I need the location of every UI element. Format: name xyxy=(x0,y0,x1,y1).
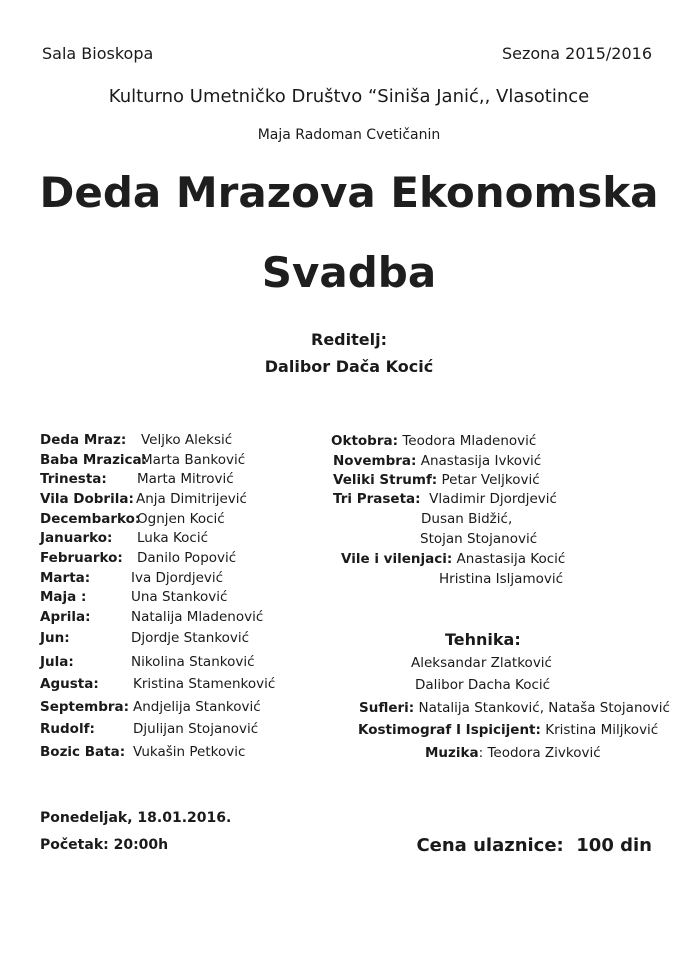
director-label: Reditelj: xyxy=(311,330,387,349)
season-label: Sezona 2015/2016 xyxy=(501,44,652,63)
cast-entry-novembra xyxy=(333,453,541,469)
tech-role: Sufleri: xyxy=(359,700,415,716)
cast-actor: Danilo Popović xyxy=(137,550,237,566)
cast-role: Jun: xyxy=(40,630,70,646)
author-name: Maja Radoman Cvetičanin xyxy=(257,127,441,143)
cast-actor: Iva Djordjević xyxy=(131,570,224,586)
cast-actor: Marta Banković xyxy=(141,452,246,468)
cast-role: Maja : xyxy=(40,589,87,605)
cast-role: Septembra: xyxy=(40,699,130,715)
ticket-price: Cena ulaznice: 100 din xyxy=(416,835,652,856)
cast-actor: Teodora Mladenović xyxy=(402,433,537,449)
cast-actor: Anastasija Kocić xyxy=(456,551,566,567)
cast-role: Deda Mraz: xyxy=(40,432,127,448)
cast-actor: Luka Kocić xyxy=(137,530,209,546)
cast-role: Februarko: xyxy=(40,550,123,566)
cast-actor: Stojan Stojanović xyxy=(420,531,538,547)
cast-role: Marta: xyxy=(40,570,91,586)
society-name: Kulturno Umetničko Društvo “Siniša Janić,, Vlasotince xyxy=(108,86,590,107)
cast-role: Trinesta: xyxy=(40,471,107,487)
tech-role: Muzika xyxy=(425,745,479,761)
cast-entry-oktobra xyxy=(331,433,536,449)
cast-role: Rudolf: xyxy=(40,721,95,737)
tech-kostim xyxy=(358,722,658,738)
cast-actor: Petar Veljković xyxy=(441,472,540,488)
start-time: Početak: 20:00h xyxy=(40,837,169,853)
play-title-line1: Deda Mrazova Ekonomska xyxy=(39,168,659,217)
tech-member: Aleksandar Zlatković xyxy=(411,655,552,671)
tech-member: Dalibor Dacha Kocić xyxy=(415,677,551,693)
cast-actor: Vladimir Djordjević xyxy=(429,491,557,507)
tech-muzika xyxy=(425,745,601,761)
cast-actor: Una Stanković xyxy=(131,589,228,605)
cast-role: Baba Mrazica: xyxy=(40,452,148,468)
cast-role: Novembra: xyxy=(333,453,417,469)
performance-date: Ponedeljak, 18.01.2016. xyxy=(40,810,232,826)
cast-role: Tri Praseta: xyxy=(333,491,421,507)
cast-actor: Djulijan Stojanović xyxy=(133,721,259,737)
cast-role: Januarko: xyxy=(40,530,113,546)
tech-member: Natalija Stanković, Nataša Stojanović xyxy=(418,700,670,716)
tech-sufleri xyxy=(359,700,670,716)
cast-actor: Natalija Mladenović xyxy=(131,609,264,625)
cast-actor: Nikolina Stanković xyxy=(131,654,255,670)
cast-actor: Djordje Stanković xyxy=(131,630,250,646)
cast-role: Agusta: xyxy=(40,676,99,692)
tech-member: : Teodora Zivković xyxy=(478,745,601,761)
tech-heading: Tehnika: xyxy=(445,630,521,649)
tech-member: Kristina Miljković xyxy=(545,722,659,738)
cast-entry-strumf xyxy=(333,472,540,488)
cast-actor: Dusan Bidžić, xyxy=(421,511,513,527)
venue-label: Sala Bioskopa xyxy=(42,44,154,63)
cast-actor: Marta Mitrović xyxy=(137,471,234,487)
cast-role: Decembarko: xyxy=(40,511,141,527)
cast-actor: Andjelija Stanković xyxy=(133,699,261,715)
cast-actor: Hristina Isljamović xyxy=(439,571,564,587)
cast-actor: Ognjen Kocić xyxy=(137,511,225,527)
play-title-line2: Svadba xyxy=(261,248,437,297)
cast-role: Jula: xyxy=(40,654,74,670)
cast-role: Aprila: xyxy=(40,609,91,625)
director-name: Dalibor Dača Kocić xyxy=(264,357,434,376)
cast-entry-vile xyxy=(341,551,565,567)
cast-role: Bozic Bata: xyxy=(40,744,126,760)
cast-role: Oktobra: xyxy=(331,433,399,449)
cast-actor: Anastasija Ivković xyxy=(420,453,542,469)
cast-actor: Kristina Stamenković xyxy=(133,676,276,692)
cast-actor: Vukašin Petkovic xyxy=(133,744,246,760)
cast-entry-praseta xyxy=(333,491,557,507)
cast-role: Veliki Strumf: xyxy=(333,472,438,488)
cast-actor: Anja Dimitrijević xyxy=(136,491,247,507)
cast-actor: Veljko Aleksić xyxy=(141,432,233,448)
tech-role: Kostimograf I Ispicijent: xyxy=(358,722,541,738)
cast-role: Vile i vilenjaci: xyxy=(341,551,453,567)
cast-role: Vila Dobrila: xyxy=(40,491,134,507)
